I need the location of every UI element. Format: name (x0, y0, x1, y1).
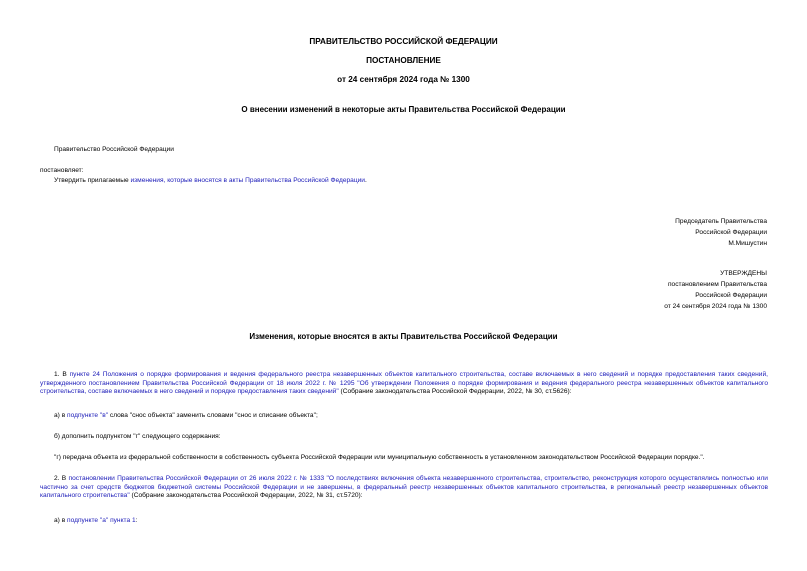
document-type: ПОСТАНОВЛЕНИЕ (366, 56, 441, 65)
approve-prefix: Утвердить прилагаемые (54, 177, 131, 184)
item-2-suffix: (Собрание законодательства Российской Федерации, 2022, № 31, ст.5720): (129, 492, 363, 499)
changes-title: Изменения, которые вносятся в акты Правительства Российской Федерации (249, 332, 558, 341)
item-1g: "г) передача объекта из федеральной собственности в собственность субъекта Российской Федерации или муниципальную собственность в установленном законодательством Российской Федерации порядке.". (54, 454, 705, 461)
issuer: Правительство Российской Федерации (54, 146, 174, 153)
item-1-prefix: 1. В (54, 371, 70, 378)
approved-line-2: постановлением Правительства (667, 281, 767, 288)
item-2a-prefix: а) в (54, 517, 68, 524)
item-2 (40, 475, 768, 501)
approved-line-1: УТВЕРЖДЕНЫ (720, 270, 767, 277)
signature-line-2: Российской Федерации (695, 229, 767, 236)
signature-block (675, 216, 767, 249)
item-1b: б) дополнить подпунктом "г" следующего содержания: (54, 433, 221, 440)
item-2-prefix: 2. В (54, 475, 69, 482)
signature-line-3: М.Мишустин (728, 240, 767, 247)
item-2a (54, 517, 138, 526)
government-name: ПРАВИТЕЛЬСТВО РОССИЙСКОЙ ФЕДЕРАЦИИ (309, 37, 498, 46)
item-1a-link[interactable]: подпункте "в" (67, 412, 109, 419)
document-date-number: от 24 сентября 2024 года № 1300 (337, 75, 470, 84)
item-1a-suffix: слова "снос объекта" заменить словами "снос и списание объекта"; (108, 412, 318, 419)
item-1-link[interactable]: пункте 24 Положения о порядке формирования и ведения федерального реестра незавершенных объектов капитального строительства, составе включаемых в него сведений и порядке предоставления таких сведений, утвержденного постановлением Правительства Российской Федерации от 18 июля 2022 г. № 1295 "Об утверждении Положения о порядке формирования и ведения федерального реестра незавершенных объектов капитального строительства, составе включаемых в него сведений и порядке предоставления таких сведений" (40, 371, 768, 395)
approve-suffix: . (364, 177, 367, 184)
item-2-link[interactable]: постановлении Правительства Российской Федерации от 26 июля 2022 г. № 1333 "О последствиях включения объекта незавершенного строительства, строительство, реконструкция которого осуществлялись полностью или частично за счет средств бюджетов бюджетной системы Российской Федерации и не завершены, в федеральный реестр незавершенных объектов капитального строительства, в региональный реестр незавершенных объектов капитального строительства" (40, 475, 768, 499)
item-1-suffix: (Собрание законодательства Российской Федерации, 2022, № 30, ст.5626): (338, 388, 572, 395)
approved-line-3: Российской Федерации (695, 292, 767, 299)
item-1 (40, 371, 768, 397)
approve-paragraph (54, 177, 367, 186)
item-1a (54, 412, 318, 421)
signature-line-1: Председатель Правительства (675, 218, 767, 225)
document-title: О внесении изменений в некоторые акты Правительства Российской Федерации (241, 105, 566, 114)
item-2a-suffix: : (135, 517, 138, 524)
approved-line-4: от 24 сентября 2024 года № 1300 (664, 303, 767, 310)
item-2a-link[interactable]: подпункте "а" пункта 1 (67, 517, 136, 524)
item-1a-prefix: а) в (54, 412, 68, 419)
approved-block (664, 268, 767, 312)
approve-link[interactable]: изменения, которые вносятся в акты Правительства Российской Федерации (130, 177, 365, 184)
decides: постановляет: (40, 167, 84, 174)
